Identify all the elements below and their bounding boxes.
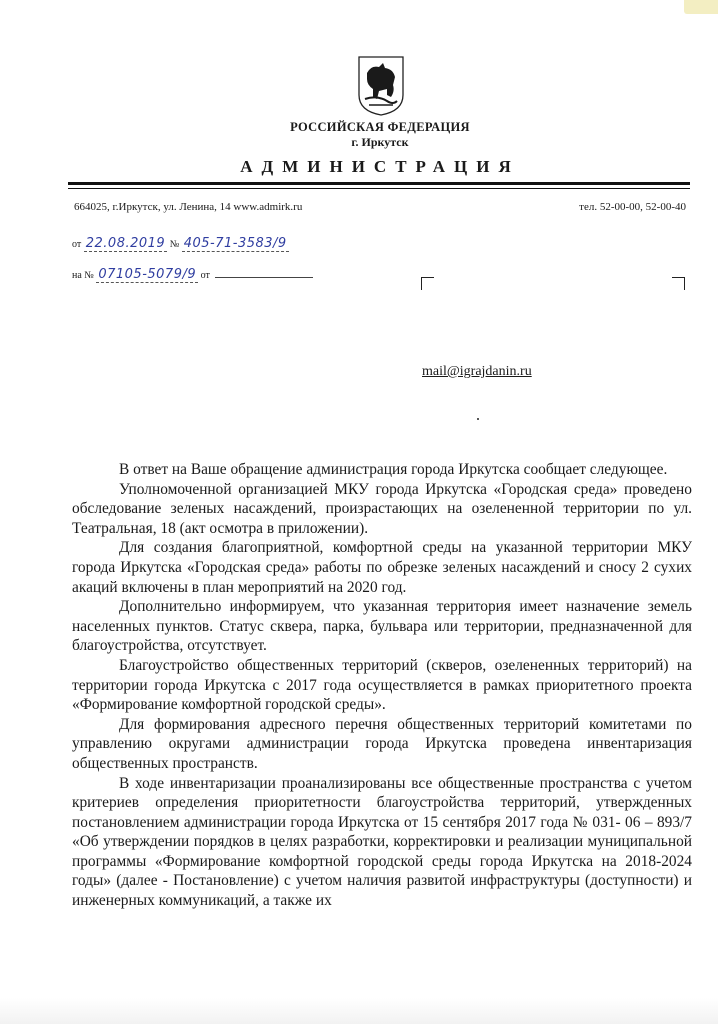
phone-line: тел. 52-00-00, 52-00-40 [579,201,686,213]
reply-label: на № [72,270,94,281]
speck [477,418,479,420]
number-value: 405-71-3583/9 [183,236,287,251]
date-label: от [72,239,82,250]
reply-from-label: от [200,270,210,281]
org-country: РОССИЙСКАЯ ФЕДЕРАЦИЯ [290,120,470,134]
paragraph: Для создания благоприятной, комфортной среды на указанной территории МКУ города Иркутска «Городская среда» работы по обрезке зеленых насаждений и сносу 2 сухих акаций включены в план мероприятий на 2020 год. [72,539,692,596]
registration-line [72,236,289,252]
letter-body [72,460,692,911]
reply-line [72,267,313,283]
number-label: № [169,239,180,250]
reply-value: 07105-5079/9 [98,267,197,282]
paragraph: Дополнительно информируем, что указанная территория имеет назначение земель населенных пунктов. Статус сквера, парка, бульвара или территории, предназначенной для благоустройства, отсутствует. [72,598,692,655]
irkutsk-coat-of-arms-icon [357,55,405,117]
paragraph: В ответ на Ваше обращение администрация города Иркутска сообщает следующее. [119,461,668,478]
recipient-email[interactable]: mail@igrajdanin.ru [422,364,532,379]
date-value: 22.08.2019 [85,236,166,251]
paragraph: В ходе инвентаризации проанализированы все общественные пространства с учетом критериев определения приоритетности благоустройства территорий, утвержденных постановлением администрации города Иркутска от 15 сентября 2017 года № 031- 06 – 893/7 «Об утверждении порядков в целях разработки, корректировки и реализации муниципальной программы «Формирование комфортной городской среды города Иркутска на 2018-2024 годы» (далее - Постановление) с учетом наличия развитой инфраструктуры (доступности) и инженерных коммуникаций, а также их [72,774,692,910]
header-divider-thick [68,182,690,185]
page-bottom-edge [0,998,718,1024]
address-bracket-left [421,277,434,290]
reply-date-blank [215,267,313,278]
header-divider-thin [68,188,690,189]
org-city: г. Иркутск [351,135,409,149]
paper-corner-tab [684,0,718,14]
paragraph: Благоустройство общественных территорий (скверов, озелененных территорий) на территории города Иркутска с 2017 года осуществляется в рамках приоритетного проекта «Формирование комфортной городской среды». [72,656,692,714]
address-line: 664025, г.Иркутск, ул. Ленина, 14 www.admirk.ru [74,201,303,213]
paragraph: Уполномоченной организацией МКУ города Иркутска «Городская среда» проведено обследование зеленых насаждений, произрастающих на озелененной территории по ул. Театральная, 18 (акт осмотра в приложении). [72,480,692,537]
page-title: АДМИНИСТРАЦИЯ [240,157,520,176]
paragraph: Для формирования адресного перечня общественных территорий комитетами по управлению округами администрации города Иркутска проведена инвентаризация общественных пространств. [72,715,692,772]
address-bracket-right [672,277,685,290]
